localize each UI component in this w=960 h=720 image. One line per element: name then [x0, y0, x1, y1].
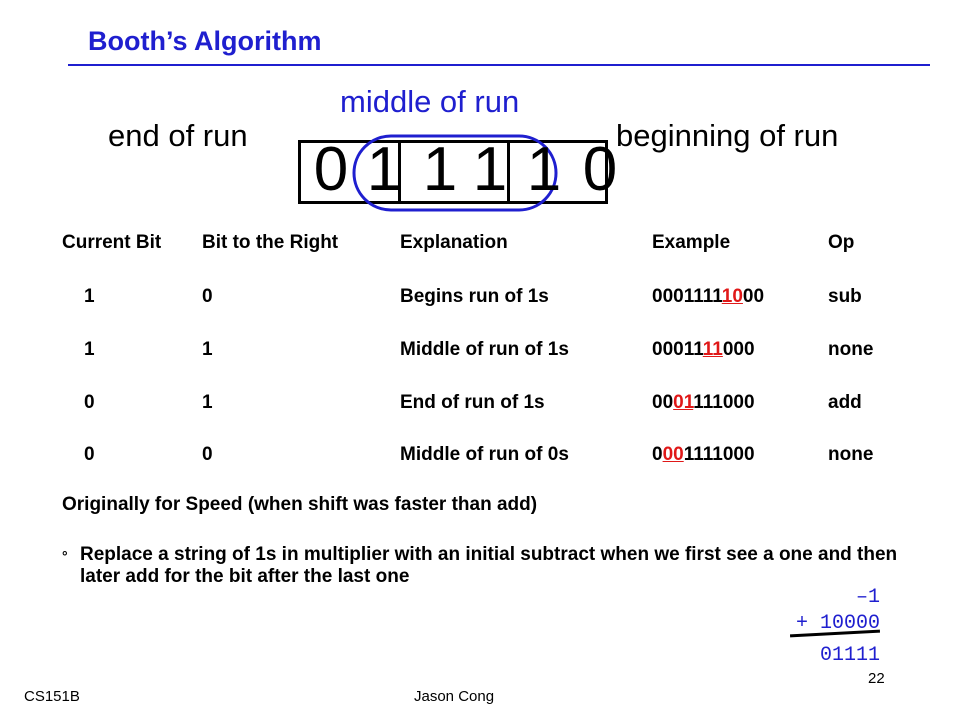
cell-bit-right: 0: [202, 444, 213, 465]
header-example: Example: [652, 232, 731, 253]
footer-author: Jason Cong: [414, 688, 495, 705]
bit-digit: 1: [422, 135, 458, 204]
cell-example: 0001111000: [652, 444, 755, 465]
slide-title: Booth’s Algorithm: [88, 26, 322, 56]
example-highlight: 11: [702, 339, 723, 360]
cell-explanation: Begins run of 1s: [400, 286, 549, 307]
arith-line-1: –1: [855, 586, 880, 609]
example-highlight: 00: [662, 444, 684, 465]
cell-explanation: End of run of 1s: [400, 392, 545, 413]
speed-note: Originally for Speed (when shift was faster than add): [62, 494, 538, 515]
cell-op: add: [828, 392, 862, 413]
bit-digit: 1: [472, 135, 508, 204]
cell-example: 0001111000: [652, 339, 755, 360]
bullet-icon: °: [62, 548, 68, 564]
cell-op: none: [828, 339, 874, 360]
cell-bit-right: 1: [202, 339, 213, 360]
bit-digit: 1: [526, 135, 562, 204]
cell-bit-right: 1: [202, 392, 213, 413]
bit-digit: 1: [366, 135, 402, 204]
beginning-of-run-label: beginning of run: [616, 118, 839, 153]
bit-digit: 0: [582, 135, 618, 204]
cell-current-bit: 1: [84, 286, 95, 307]
cell-explanation: Middle of run of 1s: [400, 339, 569, 360]
bit-digit: 0: [313, 135, 349, 204]
cell-op: sub: [828, 286, 862, 307]
end-of-run-label: end of run: [108, 118, 248, 153]
example-highlight: 01: [673, 392, 694, 413]
cell-current-bit: 0: [84, 444, 95, 465]
header-current-bit: Current Bit: [62, 232, 162, 253]
cell-bit-right: 0: [202, 286, 213, 307]
footer-course: CS151B: [24, 688, 80, 705]
cell-current-bit: 0: [84, 392, 95, 413]
cell-explanation: Middle of run of 0s: [400, 444, 569, 465]
arith-line-2: + 10000: [795, 612, 880, 635]
footer-page-number: 22: [868, 670, 885, 687]
cell-current-bit: 1: [84, 339, 95, 360]
arith-line-3: 01111: [819, 644, 880, 667]
cell-op: none: [828, 444, 874, 465]
cell-example: 00011111000: [652, 286, 765, 307]
title-rule: [68, 64, 930, 66]
example-highlight: 10: [721, 286, 743, 307]
cell-example: 0001111000: [652, 392, 755, 413]
middle-of-run-label: middle of run: [340, 84, 520, 119]
header-op: Op: [828, 232, 855, 253]
header-bit-right: Bit to the Right: [202, 232, 339, 253]
header-explanation: Explanation: [400, 232, 508, 253]
replace-note: Replace a string of 1s in multiplier with an initial subtract when we first see a one and then later add for the bit after the last one: [80, 544, 898, 587]
